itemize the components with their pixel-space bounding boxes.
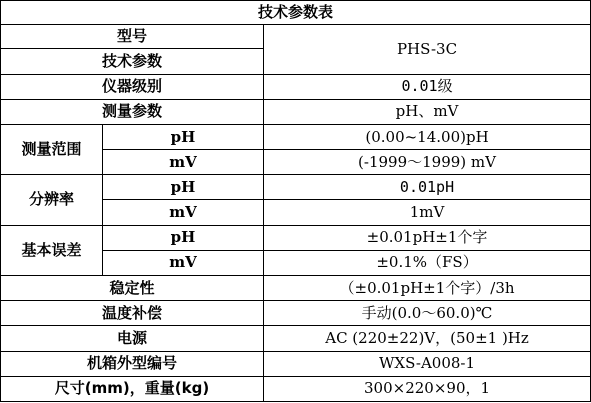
table-title: 技术参数表 bbox=[1, 1, 591, 25]
temp-comp-label: 温度补偿 bbox=[1, 301, 264, 326]
basic-error-ph-label: pH bbox=[103, 225, 264, 250]
table-row bbox=[1, 74, 591, 99]
table-row bbox=[1, 326, 591, 351]
power-label: 电源 bbox=[1, 326, 264, 351]
basic-error-mv-value: ±0.1%（FS） bbox=[264, 250, 591, 275]
resolution-mv-value: 1mV bbox=[264, 200, 591, 225]
basic-error-mv-label: mV bbox=[103, 250, 264, 275]
basic-error-label: 基本误差 bbox=[1, 225, 103, 275]
instrument-grade-value: 0.01级 bbox=[264, 74, 591, 99]
table-row bbox=[1, 301, 591, 326]
measuring-range-ph-value: (0.00~14.00)pH bbox=[264, 124, 591, 149]
table-row bbox=[1, 225, 591, 250]
case-model-value: WXS-A008-1 bbox=[264, 351, 591, 376]
measuring-range-ph-label: pH bbox=[103, 124, 264, 149]
model-value: PHS-3C bbox=[264, 25, 591, 74]
table-row bbox=[1, 25, 591, 49]
table-row bbox=[1, 99, 591, 124]
size-weight-label: 尺寸(mm)，重量(kg) bbox=[1, 376, 264, 401]
temp-comp-value: 手动(0.0～60.0)℃ bbox=[264, 301, 591, 326]
instrument-grade-label: 仪器级别 bbox=[1, 74, 264, 99]
power-value: AC (220±22)V，(50±1 )Hz bbox=[264, 326, 591, 351]
size-weight-value: 300×220×90，1 bbox=[264, 376, 591, 401]
table-row bbox=[1, 376, 591, 401]
resolution-ph-label: pH bbox=[103, 175, 264, 200]
table-row bbox=[1, 351, 591, 376]
model-label: 型号 bbox=[1, 25, 264, 49]
table-row bbox=[1, 175, 591, 200]
basic-error-ph-value: ±0.01pH±1个字 bbox=[264, 225, 591, 250]
case-model-label: 机箱外型编号 bbox=[1, 351, 264, 376]
tech-params-label: 技术参数 bbox=[1, 49, 264, 74]
resolution-ph-value: 0.01pH bbox=[264, 175, 591, 200]
title-row bbox=[1, 1, 591, 25]
measuring-range-mv-label: mV bbox=[103, 150, 264, 175]
table-row bbox=[1, 276, 591, 301]
resolution-label: 分辨率 bbox=[1, 175, 103, 225]
stability-value: （±0.01pH±1个字）/3h bbox=[264, 276, 591, 301]
measured-params-label: 测量参数 bbox=[1, 99, 264, 124]
table-row bbox=[1, 124, 591, 149]
stability-label: 稳定性 bbox=[1, 276, 264, 301]
measuring-range-mv-value: (-1999～1999) mV bbox=[264, 150, 591, 175]
measuring-range-label: 测量范围 bbox=[1, 124, 103, 174]
resolution-mv-label: mV bbox=[103, 200, 264, 225]
measured-params-value: pH、mV bbox=[264, 99, 591, 124]
